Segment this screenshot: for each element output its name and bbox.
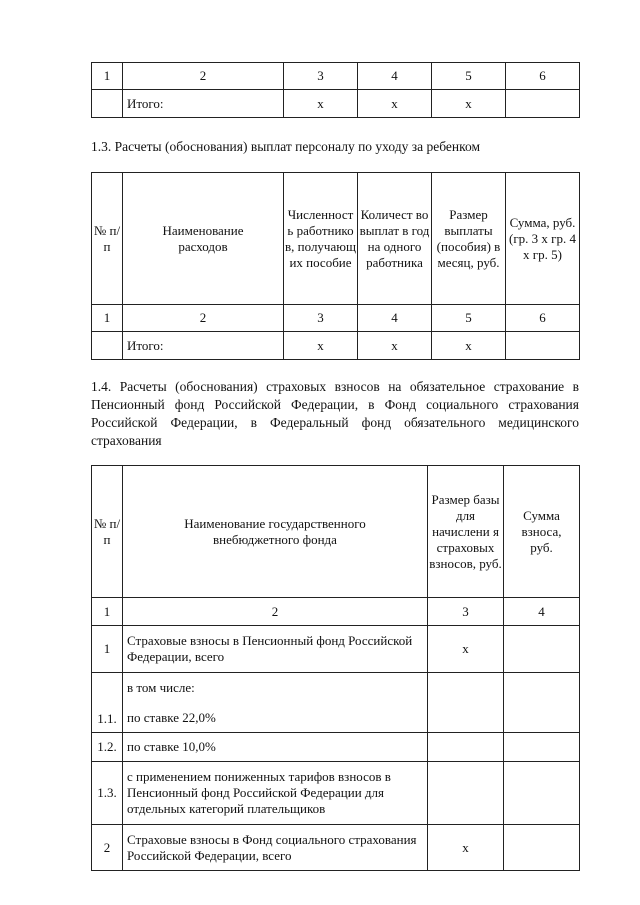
table-row	[92, 825, 580, 871]
section-heading-1-4: 1.4. Расчеты (обоснования) страховых взносов на обязательное страхование в Пенсионный фонд Российской Федерации, в Фонд социального страхования Российской Федерации, в Федеральный фонд обязательного медицинского страхования	[91, 379, 579, 448]
column-header: № п/п	[92, 173, 123, 305]
row-base	[428, 673, 504, 733]
table-childcare-payments	[91, 172, 580, 360]
row-number: 1.3.	[92, 762, 123, 825]
column-header: № п/п	[92, 466, 123, 598]
column-number: 5	[432, 305, 506, 332]
table-row	[92, 305, 580, 332]
table-cell: х	[284, 332, 358, 360]
table-cell	[506, 332, 580, 360]
row-base: х	[428, 626, 504, 673]
column-header: Наименование расходов	[123, 173, 284, 305]
column-header: Размер базы для начислени я страховых взносов, руб.	[428, 466, 504, 598]
table-row	[92, 673, 580, 733]
row-sum	[504, 825, 580, 871]
row-base	[428, 762, 504, 825]
row-sum	[504, 673, 580, 733]
table-row	[92, 598, 580, 626]
total-label: Итого:	[123, 332, 284, 360]
table-row	[92, 626, 580, 673]
column-number: 6	[506, 63, 580, 90]
total-row	[92, 90, 580, 118]
column-number: 2	[123, 305, 284, 332]
column-number: 3	[428, 598, 504, 626]
row-base	[428, 733, 504, 762]
table-cell: х	[432, 90, 506, 118]
column-number: 5	[432, 63, 506, 90]
column-header: Сумма, руб. (гр. 3 х гр. 4 х гр. 5)	[506, 173, 580, 305]
row-number: 1	[92, 626, 123, 673]
row-sum	[504, 626, 580, 673]
table-continuation	[91, 62, 580, 118]
row-name: Страховые взносы в Пенсионный фонд Российской Федерации, всего	[123, 626, 428, 673]
row-name: с применением пониженных тарифов взносов в Пенсионный фонд Российской Федерации для отдельных категорий плательщиков	[123, 762, 428, 825]
column-number: 3	[284, 305, 358, 332]
total-row	[92, 332, 580, 360]
table-insurance-contributions	[91, 465, 580, 871]
column-header: Размер выплаты (пособия) в месяц, руб.	[432, 173, 506, 305]
header-row	[92, 466, 580, 598]
table-row	[92, 762, 580, 825]
row-name: по ставке 22,0%	[127, 709, 216, 725]
row-name-group	[123, 673, 428, 733]
column-number: 4	[358, 305, 432, 332]
column-number: 2	[123, 63, 284, 90]
table-cell: х	[432, 332, 506, 360]
column-header: Количест во выплат в год на одного работника	[358, 173, 432, 305]
row-number: 2	[92, 825, 123, 871]
column-number: 6	[506, 305, 580, 332]
row-name: Страховые взносы в Фонд социального страхования Российской Федерации, всего	[123, 825, 428, 871]
table-cell	[92, 90, 123, 118]
table-row	[92, 63, 580, 90]
column-header: Наименование государственного внебюджетного фонда	[123, 466, 428, 598]
column-header: Сумма взноса, руб.	[504, 466, 580, 598]
header-row	[92, 173, 580, 305]
column-header: Численност ь работнико в, получающ их пособие	[284, 173, 358, 305]
table-cell: х	[358, 332, 432, 360]
row-base: х	[428, 825, 504, 871]
table-row	[92, 733, 580, 762]
row-sum	[504, 762, 580, 825]
section-heading-1-3: 1.3. Расчеты (обоснования) выплат персоналу по уходу за ребенком	[91, 139, 481, 154]
row-name-prefix: в том числе:	[127, 679, 195, 695]
column-number: 4	[358, 63, 432, 90]
column-number: 4	[504, 598, 580, 626]
table-cell	[506, 90, 580, 118]
table-cell: х	[358, 90, 432, 118]
column-number: 3	[284, 63, 358, 90]
row-sum	[504, 733, 580, 762]
total-label: Итого:	[123, 90, 284, 118]
table-cell	[92, 332, 123, 360]
column-number: 1	[92, 305, 123, 332]
row-name: по ставке 10,0%	[123, 733, 428, 762]
row-number: 1.2.	[92, 733, 123, 762]
column-number: 1	[92, 598, 123, 626]
table-cell: х	[284, 90, 358, 118]
row-number: 1.1.	[92, 673, 123, 733]
column-number: 2	[123, 598, 428, 626]
column-number: 1	[92, 63, 123, 90]
